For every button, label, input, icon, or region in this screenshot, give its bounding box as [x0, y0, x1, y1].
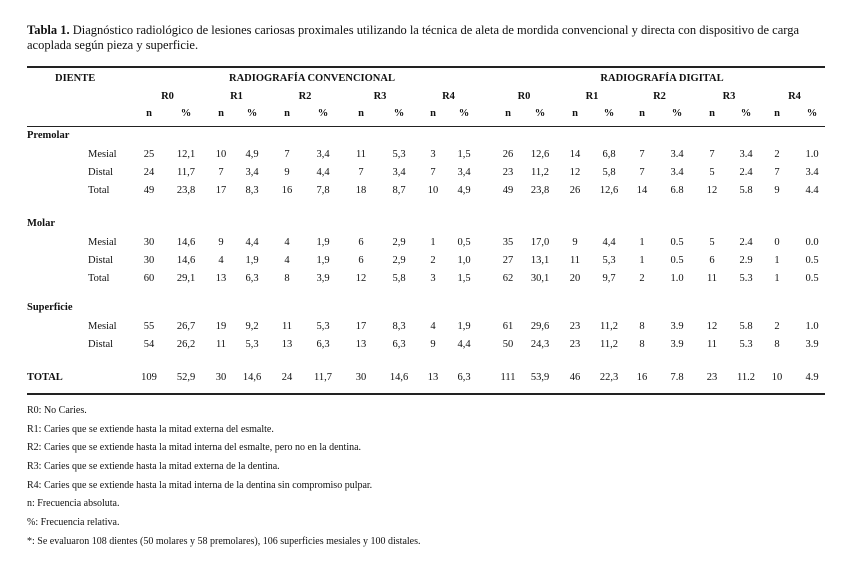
table-top-rule	[27, 66, 825, 68]
section-title-superficie: Superficie	[27, 302, 73, 313]
table-cell: 9,7	[602, 273, 616, 284]
table-cell: 17	[355, 321, 367, 332]
table-cell: 2.9	[739, 255, 753, 266]
table-cell: 7	[774, 167, 780, 178]
row-label-total: Total	[88, 185, 110, 196]
section-title-molar: Molar	[27, 218, 55, 229]
total-cell: 53,9	[530, 372, 550, 383]
table-cell: 6.8	[670, 185, 684, 196]
table-cell: 49	[502, 185, 514, 196]
table-cell: 1,9	[316, 237, 330, 248]
subheader-n: n	[774, 108, 780, 119]
table-cell: 3.4	[670, 167, 684, 178]
table-cell: 3.9	[670, 321, 684, 332]
table-cell: 26,2	[176, 339, 196, 350]
table-cell: 5	[709, 237, 715, 248]
table-cell: 1.0	[805, 149, 819, 160]
row-label-mesial: Mesial	[88, 149, 117, 160]
total-cell: 13	[427, 372, 439, 383]
table-cell: 6,3	[392, 339, 406, 350]
total-cell: 16	[636, 372, 648, 383]
table-cell: 5.3	[739, 339, 753, 350]
subheader-n: n	[146, 108, 152, 119]
row-label-distal: Distal	[88, 167, 114, 178]
table-cell: 62	[502, 273, 514, 284]
table-cell: 8	[774, 339, 780, 350]
subheader-percent: %	[603, 108, 615, 119]
table-cell: 4,9	[457, 185, 471, 196]
table-note: n: Frecuencia absoluta.	[27, 498, 120, 510]
table-cell: 11,7	[177, 167, 195, 178]
table-cell: 2.4	[739, 167, 753, 178]
total-cell: 52,9	[176, 372, 196, 383]
table-cell: 3.4	[670, 149, 684, 160]
subheader-n: n	[639, 108, 645, 119]
table-cell: 1	[774, 273, 780, 284]
table-note: %: Frecuencia relativa.	[27, 517, 120, 529]
table-cell: 14,6	[176, 255, 196, 266]
table-cell: 0.5	[670, 237, 684, 248]
caption-text: Diagnóstico radiológico de lesiones cariosas proximales utilizando la técnica de aleta de mordida convencional y directa con dispositivo de carga acoplada según pieza y superficie.	[27, 23, 800, 52]
table-cell: 11	[569, 255, 581, 266]
table-cell: 4	[430, 321, 436, 332]
table-cell: 13	[355, 339, 367, 350]
table-cell: 7	[284, 149, 290, 160]
table-cell: 17,0	[530, 237, 550, 248]
table-cell: 3,4	[392, 167, 406, 178]
table-note: R4: Caries que se extiende hasta la mitad interna de la dentina sin compromiso pulpar.	[27, 479, 373, 491]
table-cell: 1	[774, 255, 780, 266]
total-cell: 24	[281, 372, 293, 383]
table-cell: 5.3	[739, 273, 753, 284]
caption-label: Tabla 1.	[27, 23, 70, 37]
total-cell: 11.2	[737, 372, 755, 383]
table-cell: 8	[284, 273, 290, 284]
table-cell: 11	[281, 321, 293, 332]
table-note: R0: No Caries.	[27, 405, 87, 416]
table-bottom-rule	[27, 393, 825, 395]
table-cell: 16	[281, 185, 293, 196]
table-cell: 12	[355, 273, 367, 284]
table-cell: 12	[569, 167, 581, 178]
table-cell: 1,9	[245, 255, 259, 266]
table-cell: 7	[639, 149, 645, 160]
table-cell: 11	[355, 149, 367, 160]
group-header-digital: RADIOGRAFÍA DIGITAL	[600, 73, 724, 84]
table-cell: 11,2	[600, 339, 618, 350]
table-cell: 6,8	[602, 149, 616, 160]
table-cell: 2,9	[392, 255, 406, 266]
table-cell: 9	[572, 237, 578, 248]
table-cell: 29,6	[530, 321, 550, 332]
table-cell: 27	[502, 255, 514, 266]
total-cell: 10	[771, 372, 783, 383]
table-cell: 2,9	[392, 237, 406, 248]
table-cell: 3,4	[245, 167, 259, 178]
grade-header-r2: R2	[653, 91, 666, 102]
grade-header-r0: R0	[517, 91, 531, 102]
table-cell: 3	[430, 149, 436, 160]
table-cell: 3.4	[739, 149, 753, 160]
table-cell: 5,8	[392, 273, 406, 284]
subheader-percent: %	[671, 108, 683, 119]
table-cell: 4	[218, 255, 224, 266]
table-cell: 1,9	[457, 321, 471, 332]
table-cell: 12,6	[599, 185, 619, 196]
table-cell: 4	[284, 237, 290, 248]
table-cell: 24	[143, 167, 155, 178]
table-cell: 3.9	[805, 339, 819, 350]
row-label-mesial: Mesial	[88, 237, 117, 248]
table-cell: 0	[774, 237, 780, 248]
table-note: R3: Caries que se extiende hasta la mitad externa de la dentina.	[27, 461, 280, 473]
subheader-n: n	[358, 108, 364, 119]
table-cell: 6	[709, 255, 715, 266]
table-cell: 3,4	[457, 167, 471, 178]
table-cell: 3,4	[316, 149, 330, 160]
table-cell: 5.8	[739, 185, 753, 196]
table-cell: 13,1	[530, 255, 550, 266]
table-cell: 1	[430, 237, 436, 248]
table-cell: 7	[709, 149, 715, 160]
table-cell: 0.0	[805, 237, 819, 248]
table-note: R1: Caries que se extiende hasta la mitad externa del esmalte.	[27, 423, 274, 435]
table-cell: 8	[639, 339, 645, 350]
table-cell: 8,7	[392, 185, 406, 196]
table-cell: 4	[284, 255, 290, 266]
table-cell: 5,8	[602, 167, 616, 178]
table-cell: 4,9	[245, 149, 259, 160]
total-cell: 46	[569, 372, 581, 383]
subheader-n: n	[505, 108, 511, 119]
total-cell: 11,7	[314, 372, 332, 383]
table-cell: 50	[502, 339, 514, 350]
table-cell: 11	[706, 273, 718, 284]
table-cell: 4,4	[457, 339, 471, 350]
table-cell: 4.4	[805, 185, 819, 196]
total-cell: 23	[706, 372, 718, 383]
total-cell: 7.8	[670, 372, 684, 383]
table-cell: 7	[218, 167, 224, 178]
subheader-percent: %	[534, 108, 546, 119]
table-notes	[27, 405, 421, 555]
section-title-premolar: Premolar	[27, 130, 70, 141]
total-cell: 14,6	[242, 372, 262, 383]
subheader-n: n	[284, 108, 290, 119]
table-cell: 1,9	[316, 255, 330, 266]
table-cell: 2	[430, 255, 436, 266]
table-cell: 23	[569, 339, 581, 350]
table-note: *: Se evaluaron 108 dientes (50 molares y 58 premolares), 106 superficies mesiales y 100 distales.	[27, 535, 421, 547]
table-cell: 54	[143, 339, 155, 350]
grade-header-r4: R4	[442, 91, 455, 102]
table-cell: 29,1	[176, 273, 196, 284]
subheader-percent: %	[393, 108, 405, 119]
table-cell: 6,3	[245, 273, 259, 284]
table-cell: 24,3	[530, 339, 550, 350]
table-cell: 10	[427, 185, 439, 196]
total-cell: 6,3	[457, 372, 471, 383]
table-cell: 17	[215, 185, 227, 196]
table-cell: 1.0	[670, 273, 684, 284]
table-cell: 13	[215, 273, 227, 284]
table-cell: 12	[706, 185, 718, 196]
grade-header-r3: R3	[373, 91, 387, 102]
table-cell: 30	[143, 237, 155, 248]
total-cell: 30	[355, 372, 367, 383]
table-cell: 2.4	[739, 237, 753, 248]
table-cell: 4,4	[316, 167, 330, 178]
table-cell: 55	[143, 321, 155, 332]
subheader-percent: %	[740, 108, 752, 119]
table-cell: 0.5	[670, 255, 684, 266]
subheader-n: n	[709, 108, 715, 119]
table-cell: 60	[143, 273, 155, 284]
table-cell: 12,1	[176, 149, 196, 160]
table-cell: 6,3	[316, 339, 330, 350]
table-cell: 5,3	[602, 255, 616, 266]
table-cell: 26	[569, 185, 581, 196]
table-cell: 13	[281, 339, 293, 350]
table-cell: 14,6	[176, 237, 196, 248]
table-cell: 5,3	[316, 321, 330, 332]
subheader-percent: %	[180, 108, 192, 119]
table-cell: 23,8	[176, 185, 196, 196]
table-cell: 19	[215, 321, 227, 332]
table-cell: 7,8	[316, 185, 330, 196]
table-cell: 14	[569, 149, 581, 160]
table-cell: 9	[430, 339, 436, 350]
table-cell: 3.4	[805, 167, 819, 178]
table-cell: 5	[709, 167, 715, 178]
table-cell: 5,3	[245, 339, 259, 350]
table-cell: 26,7	[176, 321, 196, 332]
row-label-mesial: Mesial	[88, 321, 117, 332]
table-cell: 1,5	[457, 273, 471, 284]
table-cell: 20	[569, 273, 581, 284]
total-cell: 111	[500, 372, 516, 383]
table-cell: 0.5	[805, 273, 819, 284]
table-cell: 12	[706, 321, 718, 332]
table-cell: 11,2	[531, 167, 549, 178]
table-cell: 5.8	[739, 321, 753, 332]
table-cell: 9	[774, 185, 780, 196]
subheader-n: n	[572, 108, 578, 119]
grade-header-r1: R1	[230, 91, 243, 102]
table-cell: 9	[218, 237, 224, 248]
table-cell: 23	[502, 167, 514, 178]
table-cell: 30	[143, 255, 155, 266]
grade-header-r2: R2	[298, 91, 312, 102]
grade-header-r3: R3	[722, 91, 736, 102]
table-cell: 1	[639, 255, 645, 266]
table-cell: 25	[143, 149, 155, 160]
table-cell: 30,1	[530, 273, 550, 284]
total-row-label: TOTAL	[27, 372, 63, 383]
table-cell: 0,5	[457, 237, 471, 248]
table-cell: 23	[569, 321, 581, 332]
table-caption	[27, 23, 827, 53]
group-header-convencional: RADIOGRAFÍA CONVENCIONAL	[229, 73, 395, 84]
total-cell: 30	[215, 372, 227, 383]
table-cell: 7	[430, 167, 436, 178]
table-cell: 1	[639, 237, 645, 248]
table-cell: 6	[358, 237, 364, 248]
table-cell: 1.0	[805, 321, 819, 332]
table-cell: 4,4	[245, 237, 259, 248]
subheader-percent: %	[806, 108, 818, 119]
total-cell: 4.9	[805, 372, 819, 383]
subheader-n: n	[430, 108, 436, 119]
subheader-percent: %	[317, 108, 329, 119]
subheader-percent: %	[246, 108, 258, 119]
table-cell: 2	[774, 149, 780, 160]
total-cell: 14,6	[389, 372, 409, 383]
table-cell: 7	[639, 167, 645, 178]
total-cell: 109	[141, 372, 157, 383]
row-label-total: Total	[88, 273, 110, 284]
grade-header-r1: R1	[585, 91, 599, 102]
table-cell: 11	[215, 339, 227, 350]
table-cell: 35	[502, 237, 514, 248]
table-cell: 8,3	[245, 185, 259, 196]
row-label-distal: Distal	[88, 255, 114, 266]
table-cell: 2	[639, 273, 645, 284]
table-cell: 2	[774, 321, 780, 332]
table-cell: 3,9	[316, 273, 330, 284]
grade-header-r4: R4	[788, 91, 801, 102]
table-note: R2: Caries que se extiende hasta la mitad interna del esmalte, pero no en la dentina.	[27, 442, 362, 454]
table-cell: 18	[355, 185, 367, 196]
table-cell: 11,2	[600, 321, 618, 332]
table-cell: 26	[502, 149, 514, 160]
total-cell: 22,3	[599, 372, 619, 383]
table-cell: 7	[358, 167, 364, 178]
table-cell: 49	[143, 185, 155, 196]
table-cell: 3	[430, 273, 436, 284]
table-cell: 9,2	[245, 321, 259, 332]
table-cell: 61	[502, 321, 514, 332]
table-cell: 8,3	[392, 321, 406, 332]
table-cell: 8	[639, 321, 645, 332]
table-cell: 14	[636, 185, 648, 196]
subheader-percent: %	[458, 108, 470, 119]
header-bottom-rule	[27, 126, 825, 127]
table-cell: 4,4	[602, 237, 616, 248]
table-cell: 3.9	[670, 339, 684, 350]
table-cell: 1,0	[457, 255, 471, 266]
column-header-diente: DIENTE	[55, 73, 96, 84]
table-cell: 6	[358, 255, 364, 266]
table-cell: 12,6	[530, 149, 550, 160]
table-cell: 9	[284, 167, 290, 178]
grade-header-r0: R0	[161, 91, 174, 102]
table-cell: 11	[706, 339, 718, 350]
table-cell: 1,5	[457, 149, 471, 160]
subheader-n: n	[218, 108, 224, 119]
table-cell: 10	[215, 149, 227, 160]
table-cell: 0.5	[805, 255, 819, 266]
row-label-distal: Distal	[88, 339, 114, 350]
table-cell: 5,3	[392, 149, 406, 160]
table-cell: 23,8	[530, 185, 550, 196]
